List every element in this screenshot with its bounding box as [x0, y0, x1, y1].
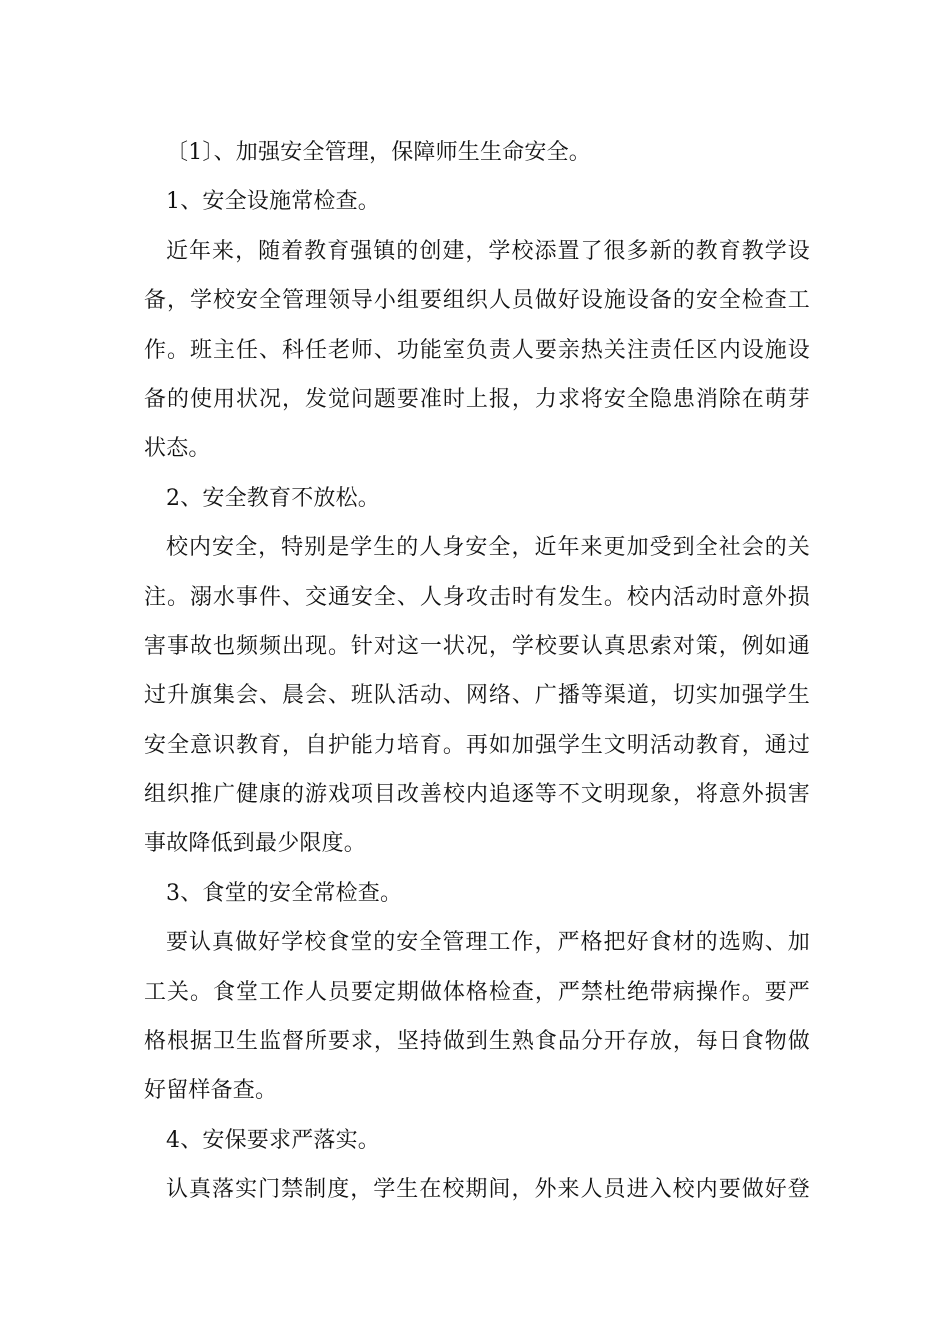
paragraph-line: 作。班主任、科任老师、功能室负责人要亲热关注责任区内设施设: [144, 337, 810, 363]
paragraph-line: 备的使用状况，发觉问题要准时上报，力求将安全隐患消除在萌芽: [144, 386, 810, 412]
subsection-heading: 2、安全教育不放松。: [166, 485, 380, 511]
paragraph-line: 状态。: [144, 436, 211, 462]
paragraph-line: 害事故也频频出现。针对这一状况，学校要认真思索对策，例如通: [144, 633, 810, 659]
subsection-heading: 4、安保要求严落实。: [166, 1127, 380, 1153]
paragraph-line: 过升旗集会、晨会、班队活动、网络、广播等渠道，切实加强学生: [144, 683, 810, 709]
subsection-heading: 1、安全设施常检查。: [166, 189, 380, 215]
paragraph-line: 近年来，随着教育强镇的创建，学校添置了很多新的教育教学设: [166, 238, 810, 264]
paragraph-line: 认真落实门禁制度，学生在校期间，外来人员进入校内要做好登: [166, 1177, 810, 1203]
paragraph-line: 工关。食堂工作人员要定期做体格检查，严禁杜绝带病操作。要严: [144, 979, 810, 1005]
subsection-heading: 3、食堂的安全常检查。: [166, 880, 403, 906]
paragraph-line: 事故降低到最少限度。: [144, 831, 367, 857]
document-body: [144, 128, 810, 1215]
paragraph-line: 好留样备查。: [144, 1078, 278, 1104]
paragraph-line: 格根据卫生监督所要求，坚持做到生熟食品分开存放，每日食物做: [144, 1029, 810, 1055]
paragraph-line: 注。溺水事件、交通安全、人身攻击时有发生。校内活动时意外损: [144, 584, 810, 610]
paragraph-line: 要认真做好学校食堂的安全管理工作，严格把好食材的选购、加: [166, 930, 810, 956]
paragraph-line: 备，学校安全管理领导小组要组织人员做好设施设备的安全检查工: [144, 288, 810, 314]
paragraph-line: 校内安全，特别是学生的人身安全，近年来更加受到全社会的关: [166, 535, 810, 561]
section-heading: 〔1〕、加强安全管理，保障师生生命安全。: [166, 140, 591, 165]
paragraph-line: 组织推广健康的游戏项目改善校内追逐等不文明现象，将意外损害: [144, 782, 810, 808]
paragraph-line: 安全意识教育，自护能力培育。再如加强学生文明活动教育，通过: [144, 732, 810, 758]
